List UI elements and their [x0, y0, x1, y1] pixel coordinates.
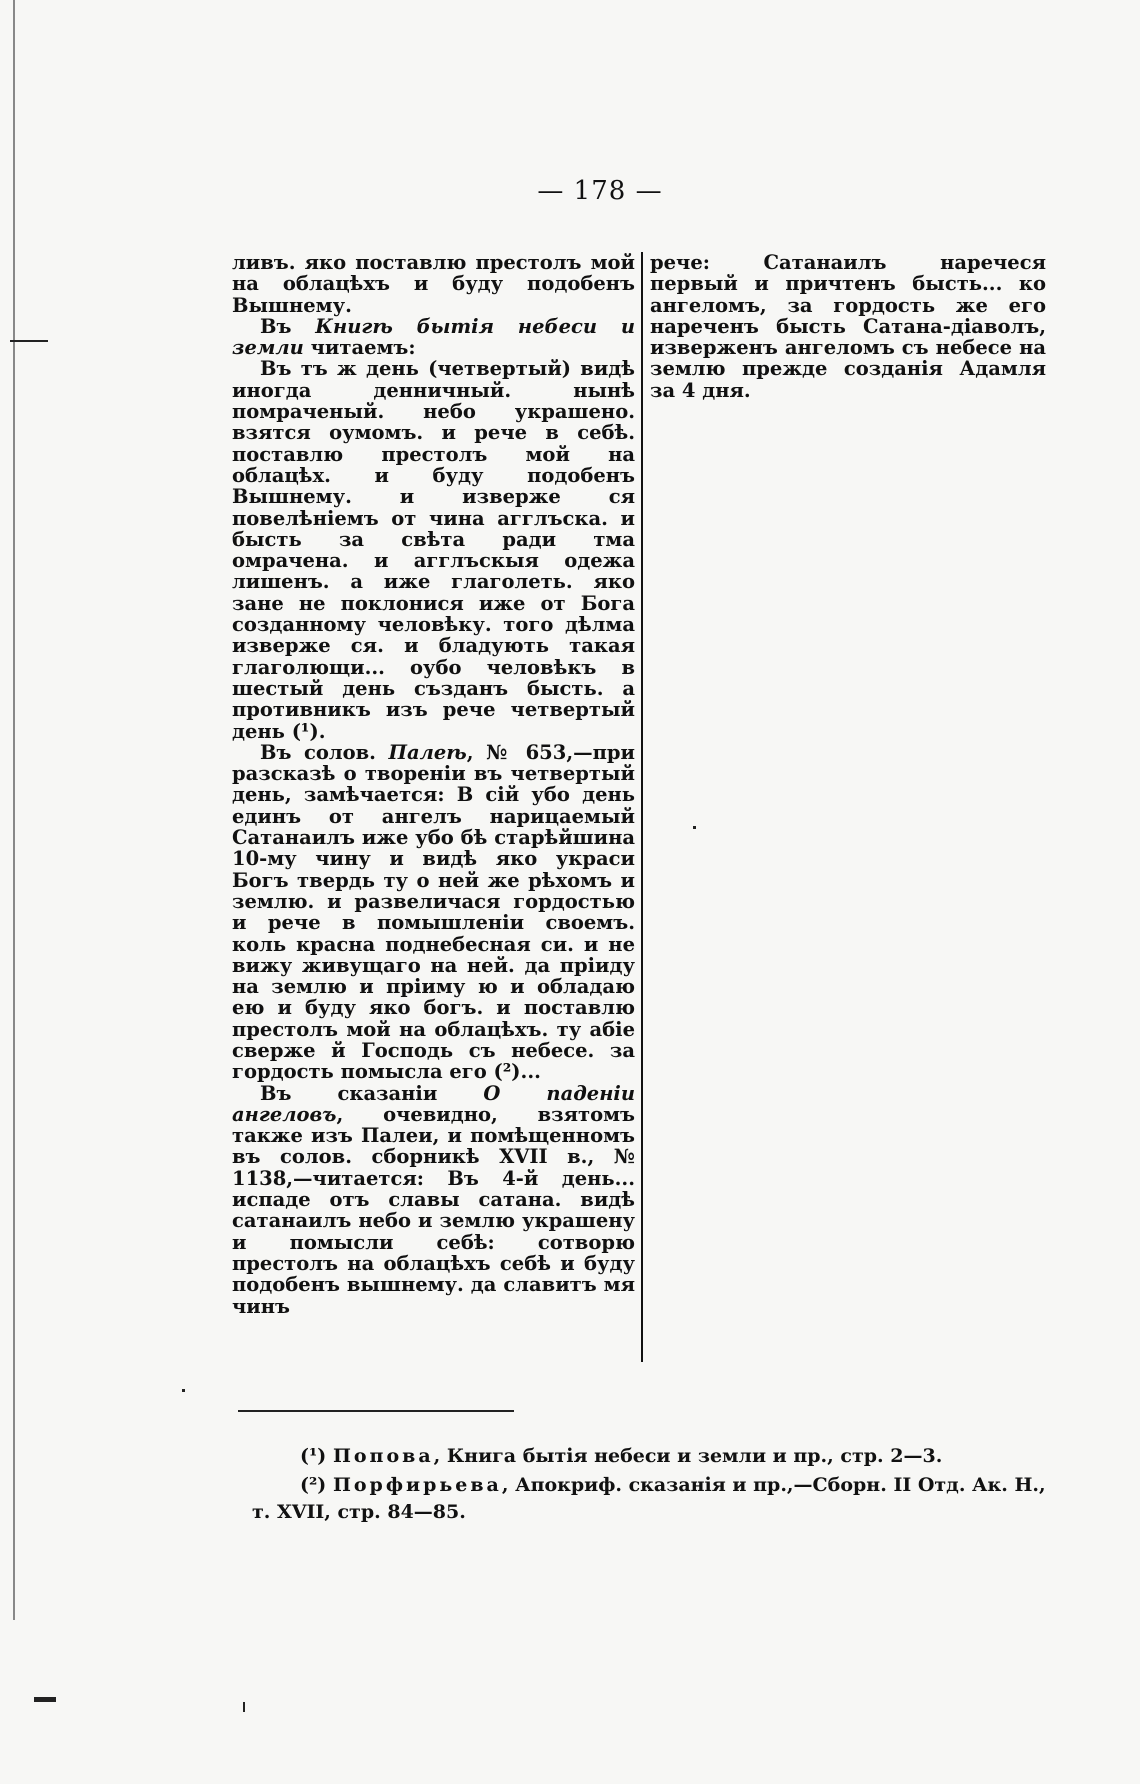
- scan-tick-bottom: [243, 1702, 245, 1712]
- footnote-text: , Апокриф. сказанія и пр.,—Сборн. II Отд. Ак. Н., т. XVII, стр. 84—85.: [252, 1474, 1046, 1523]
- footnote-author: Порфирьева: [332, 1474, 502, 1496]
- footnote-1: [252, 1443, 1052, 1470]
- text-run: читаемъ:: [303, 336, 416, 360]
- text-run: Въ солов.: [260, 740, 389, 764]
- scan-mark-bottom: [34, 1697, 56, 1702]
- book-title: Палеѣ: [388, 740, 467, 764]
- footnote-marker: (²): [300, 1474, 327, 1496]
- footnote-2: [252, 1472, 1052, 1526]
- paragraph-kniga-bytiya: [232, 316, 635, 359]
- right-column: [650, 252, 1046, 401]
- scan-mark-top: [10, 340, 48, 342]
- text-run: Въ сказаніи: [260, 1081, 484, 1105]
- book-title: О паденіи ангеловъ: [232, 1081, 635, 1126]
- footnote-text: , Книга бытія небеси и земли и пр., стр. 2—3.: [433, 1445, 943, 1467]
- footnote-marker: (¹): [300, 1445, 327, 1467]
- footnotes: [252, 1443, 1052, 1528]
- left-column: [232, 252, 635, 1317]
- paragraph-paleya: [232, 742, 635, 1083]
- paragraph-continuation: рече: Сатанаилъ наречеся первый и причтенъ бысть... ко ангеломъ, за гордость же его нареченъ бысть Сатана-діаволъ, изверженъ ангеломъ съ небесе на землю прежде созданія Адамля за 4 дня.: [650, 251, 1046, 402]
- paragraph-fall-of-angels: [232, 1083, 635, 1317]
- book-title: Книгѣ бытія небеси и земли: [232, 314, 635, 360]
- scan-page-edge: [13, 0, 15, 1620]
- footnote-author: Попова: [332, 1445, 434, 1467]
- text-run: Въ: [260, 314, 316, 338]
- page-number: — 178 —: [537, 176, 663, 206]
- paragraph-continuation: ливъ. яко поставлю престолъ мой на облацѣхъ и буду подобенъ Вышнему.: [232, 251, 635, 317]
- paragraph-quotation-fourth-day: Въ тъ ж день (четвертый) видѣ иногда денничный. нынѣ помраченый. небо украшено. взятся оумомъ. и рече в себѣ. поставлю престолъ мой на облацѣх. и буду подобенъ Вышнему. и изверже ся повелѣніемъ от чина агглъска. и бысть за свѣта ради тма омрачена. и агглъскыя одежа лишенъ. а иже глаголеть. яко зане не поклонися иже от Бога созданному человѣку. того дѣлма изверже ся. и бладують такая глаголющи... оубо человѣкъ в шестый день създанъ бысть. а противникъ изъ рече четвертый день (¹).: [232, 357, 635, 743]
- scan-dot-right: [693, 826, 696, 829]
- footnote-rule: [238, 1410, 514, 1412]
- scan-dot-left: [182, 1389, 185, 1392]
- text-run: , № 653,—при разсказѣ о твореніи въ четвертый день, замѣчается: В сій убо день единъ от ангелъ нарицаемый Сатанаилъ иже убо бѣ старѣйшина 10-му чину и видѣ яко украси Богъ твердь ту о ней же рѣхомъ и землю. и развеличася гордостью и рече в помышленіи своемъ. коль красна поднебесная си. и не вижу живущаго на ней. да пріиду на землю и пріиму ю и обладаю ею и буду яко богъ. и поставлю престолъ мой на облацѣхъ. ту абіе сверже й Господь съ небесе. за гордость помысла его (²)...: [232, 740, 635, 1084]
- text-run: , очевидно, взятомъ также изъ Палеи, и помѣщенномъ въ солов. сборникѣ XVII в., № 1138,—читается: Въ 4-й день... испаде отъ славы сатана. видѣ сатанаилъ небо и землю украшену и помысли себѣ: сотворю престолъ на облацѣхъ себѣ и буду подобенъ вышнему. да славитъ мя чинъ: [232, 1102, 635, 1318]
- column-divider: [641, 252, 643, 1362]
